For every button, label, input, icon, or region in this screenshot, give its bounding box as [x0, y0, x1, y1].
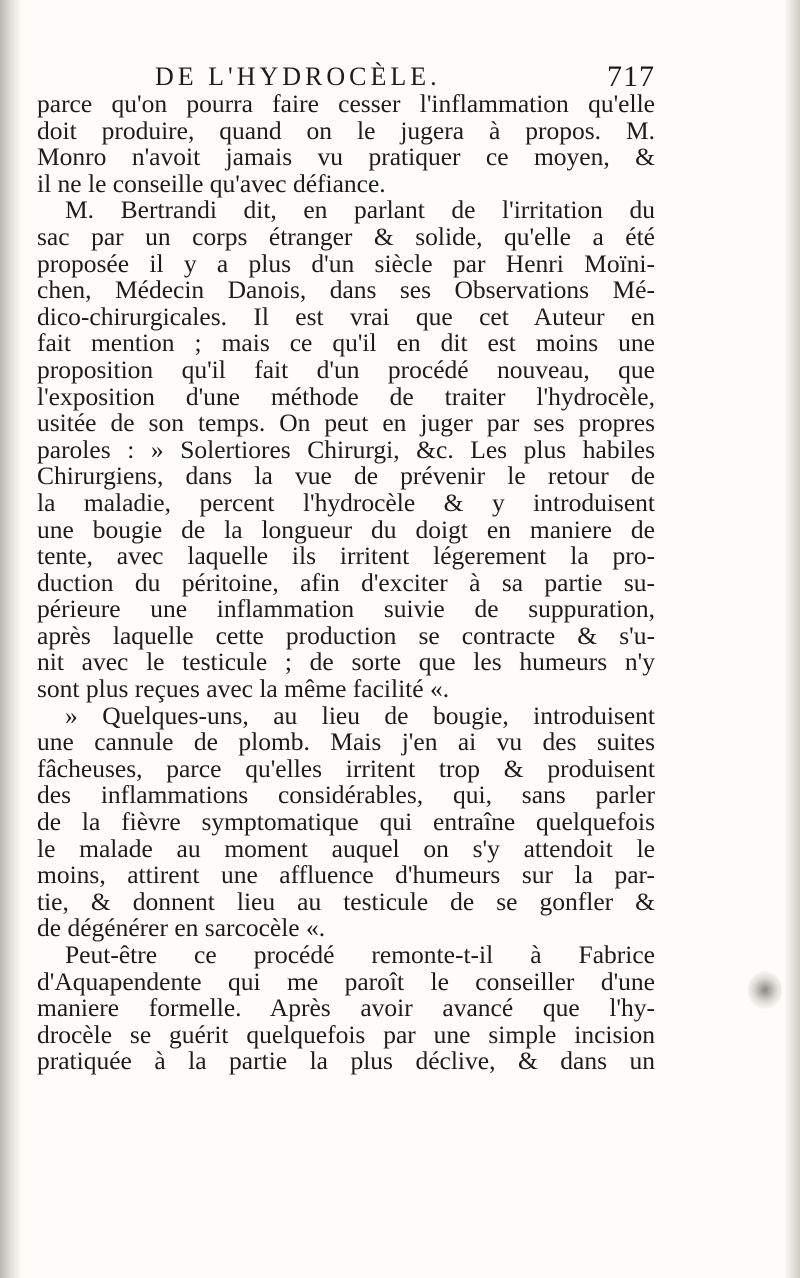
text-line: proposée il y a plus d'un siècle par Henri Moïni-	[37, 248, 655, 278]
text-line: il ne le conseille qu'avec défiance.	[37, 168, 386, 198]
text-line: tie, & donnent lieu au testicule de se gonfler &	[37, 886, 655, 916]
text-line: usitée de son temps. On peut en juger par ses propres	[37, 408, 655, 438]
text-line: tente, avec laquelle ils irritent légerement la pro-	[37, 541, 655, 571]
page-number: 717	[607, 60, 655, 93]
text-line: une bougie de la longueur du doigt en maniere de	[37, 514, 655, 544]
text-line: parce qu'on pourra faire cesser l'inflammation qu'elle	[37, 89, 655, 118]
text-line: paroles : » Solertiores Chirurgi, &c. Les plus habiles	[37, 434, 655, 464]
page-edge-shadow	[784, 0, 800, 1278]
text-line: pratiquée à la partie la plus déclive, & dans un	[37, 1046, 655, 1076]
text-line: dico-chirurgicales. Il est vrai que cet Auteur en	[37, 301, 655, 331]
text-line: nit avec le testicule ; de sorte que les humeurs n'y	[37, 647, 655, 677]
text-line: fâcheuses, parce qu'elles irritent trop & produisent	[37, 753, 655, 783]
text-line: périeure une inflammation suivie de suppuration,	[37, 594, 655, 624]
text-line: après laquelle cette production se contracte & s'u-	[37, 620, 655, 650]
text-line: le malade au moment auquel on s'y attendoit le	[37, 833, 655, 863]
text-line: M. Bertrandi dit, en parlant de l'irritation du	[65, 195, 655, 225]
text-line: duction du péritoine, afin d'exciter à sa partie su-	[37, 567, 655, 597]
text-line: sont plus reçues avec la même facilité «.	[37, 674, 450, 704]
text-line: une cannule de plomb. Mais j'en ai vu des suites	[37, 727, 655, 757]
text-line: l'exposition d'une méthode de traiter l'hydrocèle,	[37, 381, 655, 411]
text-line: Chirurgiens, dans la vue de prévenir le retour de	[37, 461, 655, 491]
text-line: chen, Médecin Danois, dans ses Observations Mé-	[37, 275, 655, 305]
text-line: doit produire, quand on le jugera à propos. M.	[37, 115, 655, 145]
running-head: DE L'HYDROCÈLE.	[155, 62, 441, 91]
text-line: d'Aquapendente qui me paroît le conseiller d'une	[37, 966, 655, 996]
text-line: de dégénérer en sarcocèle «.	[37, 913, 326, 943]
binding-gutter-shadow	[0, 0, 22, 1278]
text-line: des inflammations considérables, qui, sans parler	[37, 780, 655, 810]
text-line: moins, attirent une affluence d'humeurs sur la par-	[37, 860, 655, 890]
text-line: la maladie, percent l'hydrocèle & y introduisent	[37, 487, 655, 517]
text-line: fait mention ; mais ce qu'il en dit est moins une	[37, 328, 655, 358]
text-line: drocèle se guérit quelquefois par une simple incision	[37, 1019, 655, 1049]
text-line: sac par un corps étranger & solide, qu'elle a été	[37, 221, 655, 251]
text-line: Peut-être ce procédé remonte-t-il à Fabrice	[65, 940, 655, 969]
text-line: proposition qu'il fait d'un procédé nouveau, que	[37, 354, 655, 384]
ink-smudge	[748, 970, 782, 1010]
text-line: maniere formelle. Après avoir avancé que l'hy-	[37, 993, 655, 1023]
body-text	[37, 91, 655, 1075]
text-line: de la fièvre symptomatique qui entraîne quelquefois	[37, 807, 655, 837]
text-line: » Quelques-uns, au lieu de bougie, introduisent	[65, 700, 655, 730]
text-line: Monro n'avoit jamais vu pratiquer ce moyen, &	[37, 142, 655, 172]
